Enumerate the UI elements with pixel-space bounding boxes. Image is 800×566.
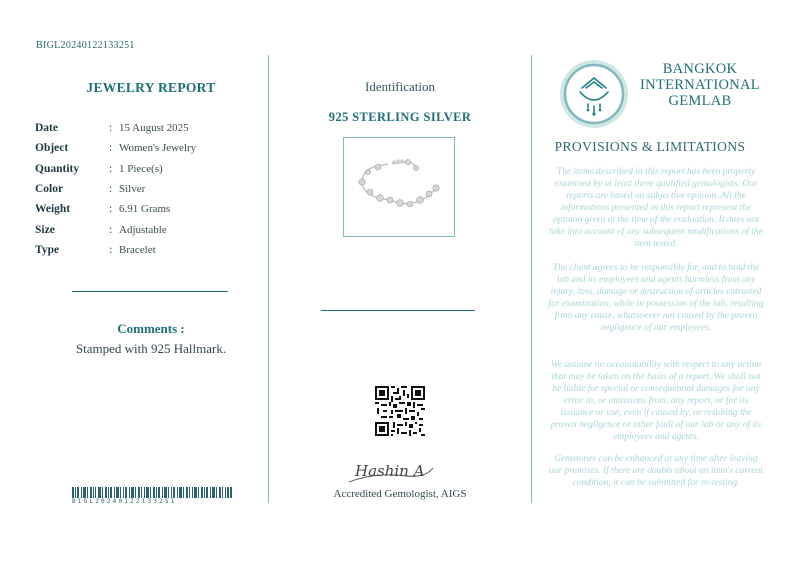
provisions-paragraph: We assume no accountability with respect to any action that may be taken on the basis of a report. We shall not be liable for special or consequential damages for any error in, or omissions from, any report, or for its issuance or use, even if caused by, or resulting the proven negligence or other fault of our lab or any of its employees and agents. — [550, 360, 762, 442]
detail-row-weight — [35, 199, 196, 219]
barcode — [72, 487, 232, 498]
detail-key: Date — [35, 122, 58, 135]
bracelet-image — [344, 138, 454, 236]
detail-row-color — [35, 179, 196, 199]
item-photo — [343, 137, 455, 237]
comments-title: Comments : — [117, 321, 185, 336]
identification-label: Identification — [364, 79, 436, 94]
right-divider — [531, 55, 532, 503]
provisions-title: PROVISIONS & LIMITATIONS — [554, 139, 746, 154]
details-table — [35, 118, 196, 260]
detail-value: 15 August 2025 — [119, 122, 189, 135]
left-divider — [268, 55, 269, 503]
signature-caption: Accredited Gemologist, AIGS — [333, 488, 467, 500]
identification-value: 925 STERLING SILVER — [328, 110, 472, 124]
detail-value: Adjustable — [119, 223, 167, 236]
identification-divider — [321, 310, 475, 311]
detail-row-quantity — [35, 159, 196, 179]
detail-key: Size — [35, 223, 55, 236]
detail-value: Silver — [119, 183, 146, 196]
detail-row-date — [35, 118, 196, 138]
report-title: JEWELRY REPORT — [86, 80, 216, 95]
provisions-paragraph: The client agrees to be responsible for, and to hold the lab and its employees and agents harmless from any injury, loss, damage or destruction of articles entrusted for examination, while in possession of the lab, resulting from any cause, whatsoever not caused by the proven negligence of our employees. — [548, 263, 764, 333]
lab-seal-icon — [558, 58, 630, 130]
lab-name — [628, 61, 772, 109]
detail-separator: : — [109, 183, 113, 196]
detail-row-type — [35, 240, 196, 260]
detail-key: Color — [35, 183, 64, 196]
details-divider — [72, 291, 228, 292]
provisions-paragraph: Gemstones can be enhanced at any time after leaving our premises. If there are doubts about an item's current condition, it can be submitted for re-testing. — [549, 454, 763, 488]
lab-name-line: BANGKOK — [662, 61, 738, 77]
detail-key: Type — [35, 243, 60, 256]
detail-value: Bracelet — [119, 243, 156, 256]
lab-name-line: GEMLAB — [668, 93, 732, 109]
barcode-number: BIGL20240122133251 — [72, 498, 177, 505]
provisions-paragraph: The items described in this report has been properly examined by at least three qualified gemologists. Our reports are based on subjective opinion. All the informations presented in this report represent the opinion given at the time of the evaluation. It does not take into account of any subsequent modifications of the item tested. — [549, 167, 763, 249]
detail-separator: : — [109, 142, 113, 155]
detail-value: 1 Piece(s) — [119, 162, 163, 175]
detail-value: Women's Jewelry — [119, 142, 197, 155]
detail-key: Weight — [35, 203, 71, 216]
detail-separator: : — [109, 162, 113, 175]
detail-separator: : — [109, 223, 113, 236]
lab-name-line: INTERNATIONAL — [640, 77, 760, 93]
report-id: BIGL20240122133251 — [36, 40, 135, 51]
detail-key: Object — [35, 142, 69, 155]
detail-key: Quantity — [35, 162, 80, 175]
detail-row-object — [35, 138, 196, 158]
signature — [345, 450, 435, 490]
detail-separator: : — [109, 243, 113, 256]
qr-code — [375, 386, 425, 436]
detail-value: 6.91 Grams — [119, 203, 171, 216]
signature-text: Hashin A — [355, 462, 425, 480]
detail-separator: : — [109, 203, 113, 216]
detail-separator: : — [109, 122, 113, 135]
detail-row-size — [35, 219, 196, 239]
comments-text: Stamped with 925 Hallmark. — [75, 341, 227, 356]
